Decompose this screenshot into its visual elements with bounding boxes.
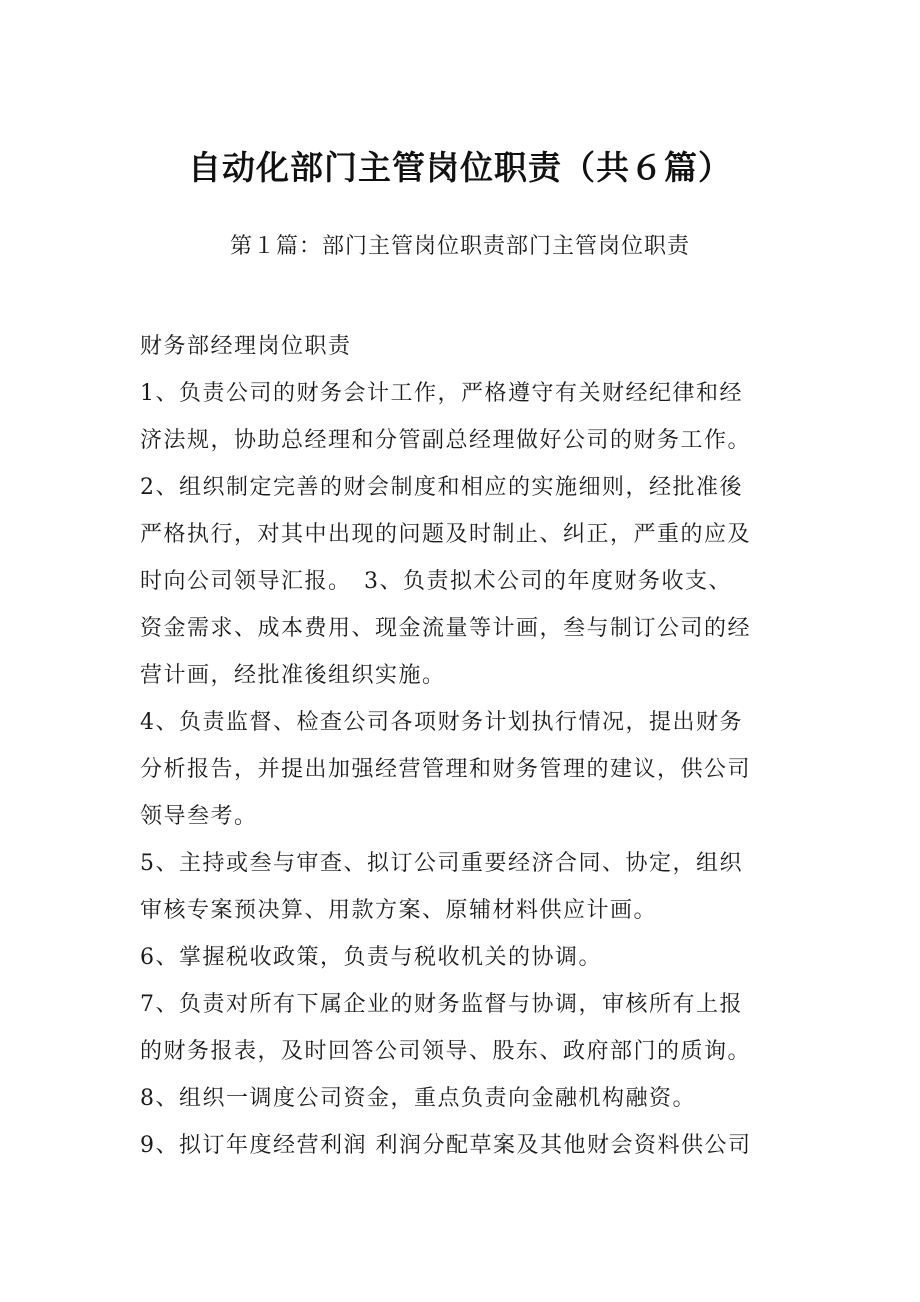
body-line: 营计画，经批准後组织实施。 xyxy=(140,663,446,688)
body-line: 济法规，协助总经理和分管副总经理做好公司的财务工作。 xyxy=(140,428,752,453)
document-body xyxy=(140,323,790,1169)
body-line: 8、组织一调度公司资金，重点负责向金融机构融资。 xyxy=(140,1086,696,1111)
body-line: 时向公司领导汇报。 3、负责拟术公司的年度财务收支、 xyxy=(140,569,732,594)
body-line: 资金需求、成本费用、现金流量等计画，叁与制订公司的经 xyxy=(140,616,752,641)
body-line: 2、组织制定完善的财会制度和相应的实施细则，经批准後 xyxy=(140,475,743,500)
body-line: 严格执行，对其中出现的问题及时制止、纠正，严重的应及 xyxy=(140,522,752,547)
body-line: 4、负责监督、检查公司各项财务计划执行情况，提出财务 xyxy=(140,710,743,735)
body-line: 领导叁考。 xyxy=(140,804,258,829)
body-line: 分析报告，并提出加强经营管理和财务管理的建议，供公司 xyxy=(140,757,752,782)
chapter-subtitle: 第１篇：部门主管岗位职责部门主管岗位职责 xyxy=(229,234,690,259)
body-line: 的财务报表，及时回答公司领导、股东、政府部门的质询。 xyxy=(140,1039,752,1064)
section-heading: 财务部经理岗位职责 xyxy=(140,334,352,359)
body-line: 7、负责对所有下属企业的财务监督与协调，审核所有上报 xyxy=(140,992,743,1017)
document-title: 自动化部门主管岗位职责（共６篇） xyxy=(188,148,732,187)
body-line: 1、负责公司的财务会计工作，严格遵守有关财经纪律和经 xyxy=(140,381,743,406)
body-line: 5、主持或叁与审查、拟订公司重要经济合同、协定，组织 xyxy=(140,851,743,876)
body-line: 9、拟订年度经营利润 利润分配草案及其他财会资料供公司 xyxy=(140,1133,752,1158)
body-line: 审核专案预决算、用款方案、原辅材料供应计画。 xyxy=(140,898,658,923)
body-line: 6、掌握税收政策，负责与税收机关的协调。 xyxy=(140,945,602,970)
